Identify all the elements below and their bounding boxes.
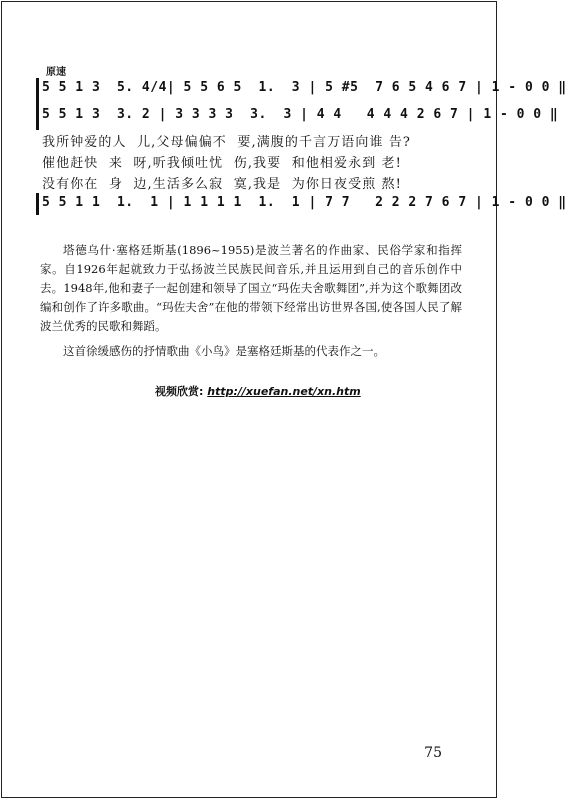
song-description-paragraph: 这首徐缓感伤的抒情歌曲《小鸟》是塞格廷斯基的代表作之一。 — [63, 344, 385, 358]
staff-brace-top — [36, 78, 39, 130]
video-link-line — [155, 383, 361, 399]
staff-brace-bottom — [36, 193, 39, 215]
lyric-line-2: 催他赶快 来 呀,听我倾吐忧 伤,我要 和他相爱永到 老! — [42, 156, 402, 171]
video-label: 视频欣赏: — [155, 385, 204, 398]
tempo-marking: 原速 — [46, 67, 66, 78]
biography-paragraph: 塔德乌什·塞格廷斯基(1896~1955)是波兰著名的作曲家、民俗学家和指挥家。自1926年起就致力于弘扬波兰民族民间音乐,并且运用到自己的音乐创作中去。1948年,他和妻子一起创建和领导了国立“玛佐夫舍歌舞团”,并为这个歌舞团改编和创作了许多歌曲。“玛佐夫舍”在他的带领下经常出访世界各国,使各国人民了解波兰优秀的民歌和舞蹈。 — [40, 243, 462, 333]
score-line-1: 5 5 1 3 5. 4/4| 5 5 6 5 1. 3 | 5 #5 7 6 5 4 6 7 | 1 - 0 0 ‖ — [42, 80, 567, 95]
page-number: 75 — [424, 745, 442, 761]
video-url-link[interactable]: http://xuefan.net/xn.htm — [207, 385, 361, 398]
lyric-line-1: 我所钟爱的人 儿,父母偏偏不 要,满腹的千言万语向谁 告? — [42, 135, 411, 150]
lyric-line-3: 没有你在 身 边,生活多么寂 寞,我是 为你日夜受煎 熬! — [42, 177, 402, 192]
score-line-3: 5 5 1 1 1. 1 | 1 1 1 1 1. 1 | 7 7 2 2 2 7 6 7 | 1 - 0 0 ‖ — [42, 195, 567, 210]
score-line-2: 5 5 1 3 3. 2 | 3 3 3 3 3. 3 | 4 4 4 4 4 2 6 7 | 1 - 0 0 ‖ — [42, 107, 559, 122]
